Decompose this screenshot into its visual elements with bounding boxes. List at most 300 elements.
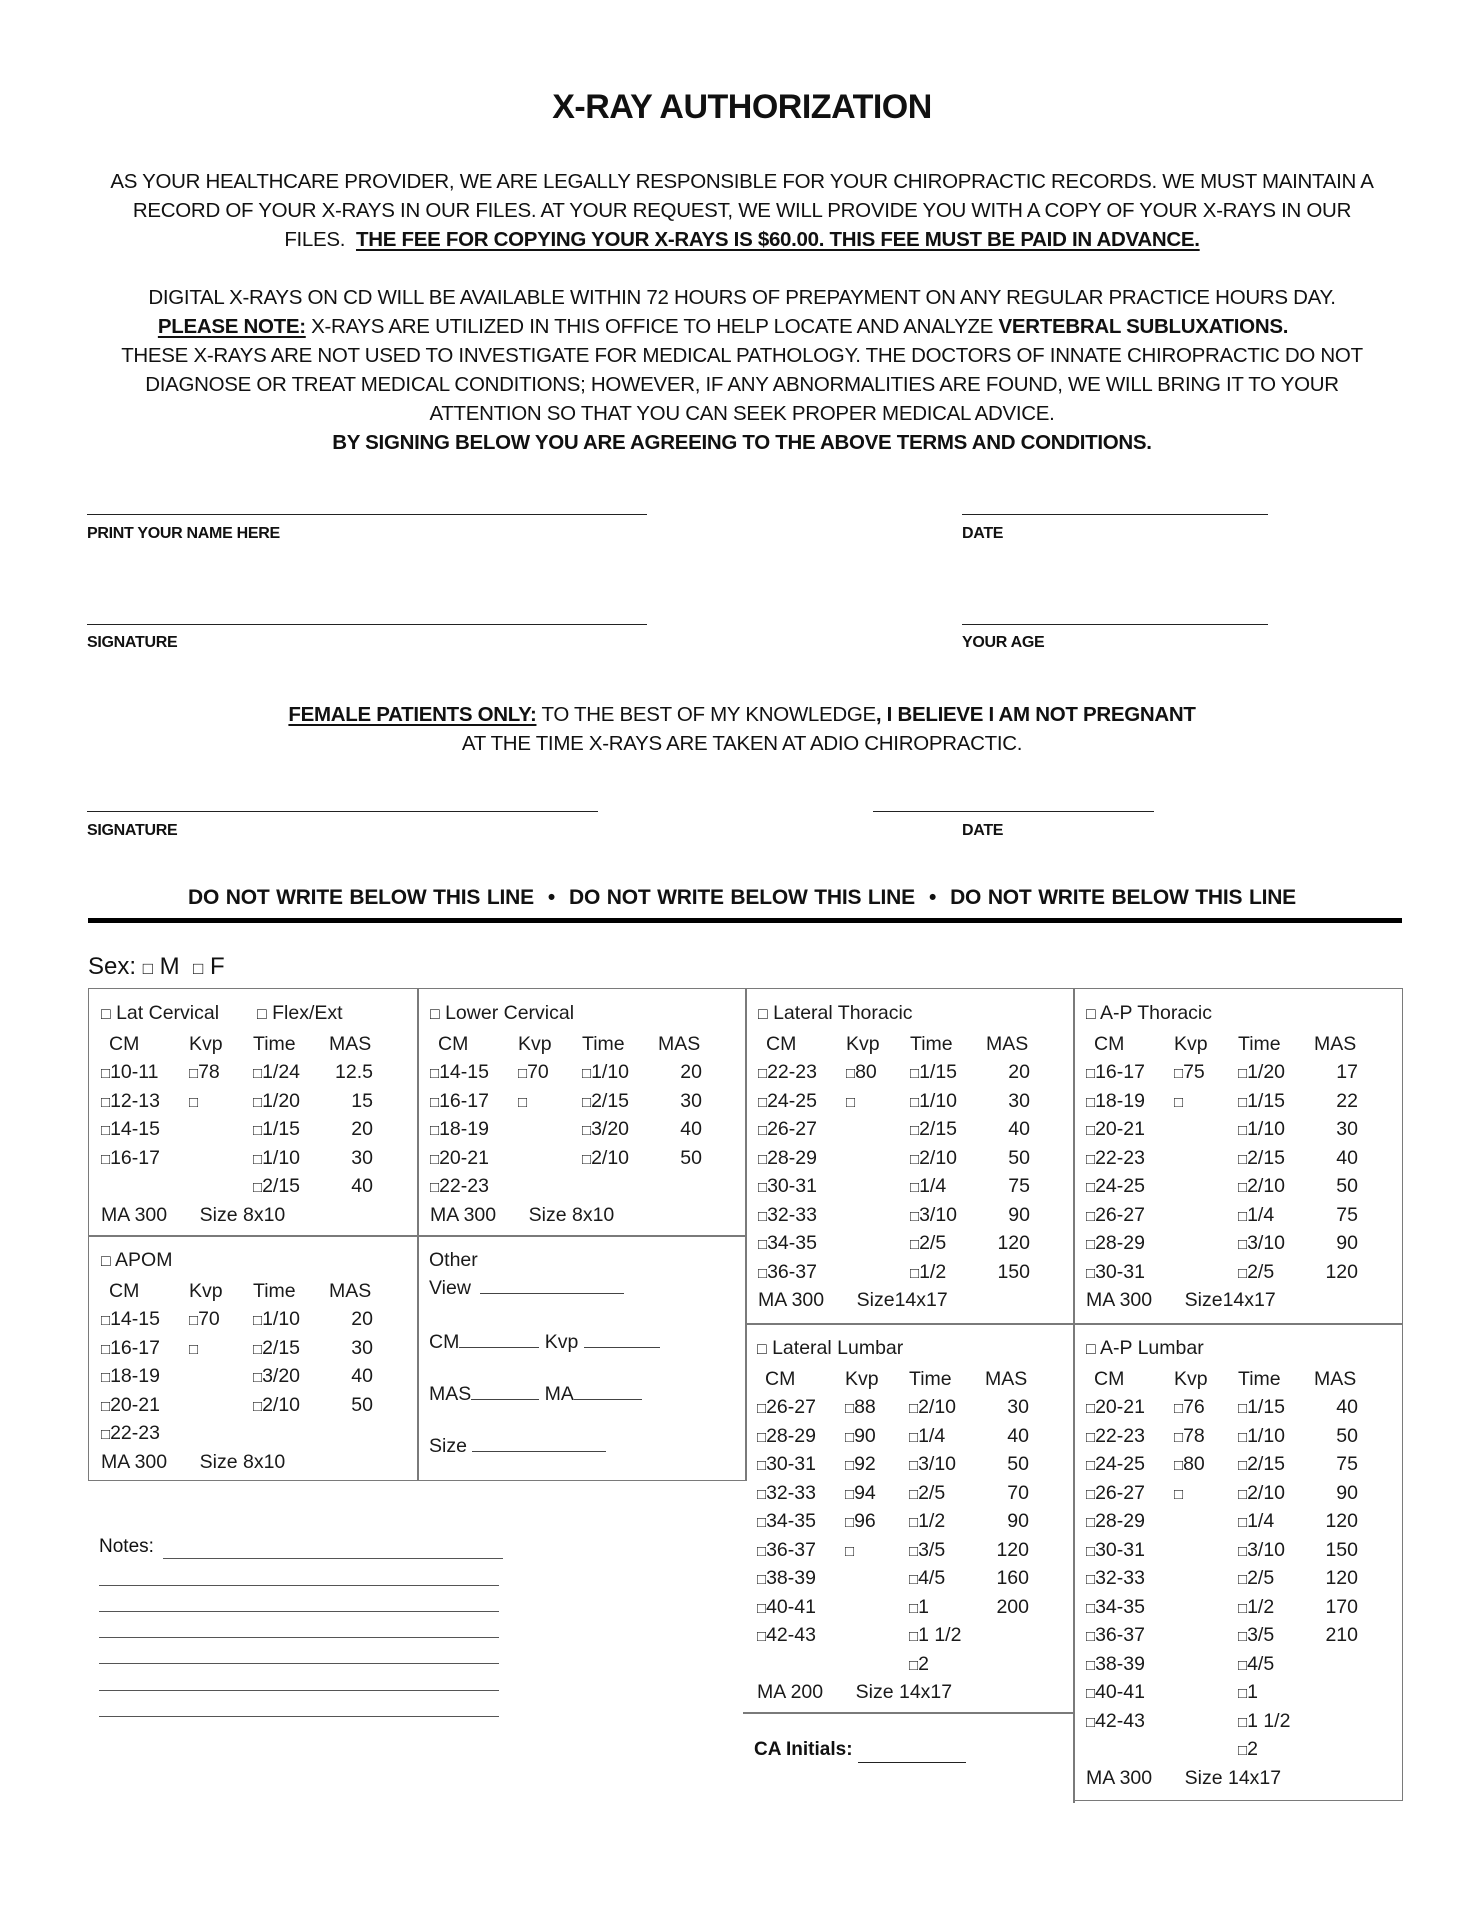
cm-option[interactable]: □38-39 [757, 1567, 816, 1589]
kvp-option[interactable] [518, 1087, 582, 1116]
checkbox-icon[interactable]: □ [909, 1628, 919, 1645]
cm-option[interactable]: □34-35 [1086, 1595, 1145, 1618]
kvp-option[interactable] [846, 1229, 910, 1258]
checkbox-icon[interactable]: □ [846, 1093, 856, 1111]
time-option[interactable]: □4/5 [1238, 1652, 1275, 1675]
notes-line[interactable] [99, 1690, 499, 1691]
checkbox-icon[interactable]: □ [1238, 1207, 1248, 1225]
cm-option[interactable]: □16-17 [430, 1089, 489, 1112]
time-option[interactable]: □1 1/2 [1238, 1709, 1291, 1732]
kvp-option[interactable]: □70 [518, 1061, 549, 1083]
time-option[interactable]: □1/24 [253, 1061, 301, 1083]
checkbox-icon[interactable]: □ [1238, 1485, 1248, 1503]
checkbox-icon[interactable]: □ [253, 1397, 263, 1415]
checkbox-icon[interactable]: □ [1238, 1065, 1248, 1082]
cm-option[interactable]: □32-33 [1086, 1567, 1145, 1589]
checkbox-icon[interactable]: □ [845, 1542, 855, 1560]
time-option[interactable]: □3/20 [582, 1118, 630, 1140]
kvp-option[interactable] [846, 1087, 910, 1116]
kvp-option[interactable]: □90 [845, 1424, 876, 1447]
kvp-option[interactable] [846, 1115, 910, 1144]
checkbox-icon[interactable]: □ [1238, 1264, 1248, 1282]
checkbox-icon[interactable]: □ [1238, 1150, 1248, 1168]
checkbox-icon[interactable]: □ [189, 1312, 199, 1329]
time-option[interactable]: □3/10 [1238, 1538, 1286, 1561]
checkbox-icon[interactable]: □ [1086, 1400, 1096, 1417]
checkbox-icon[interactable]: □ [910, 1122, 920, 1139]
kvp-option[interactable] [1174, 1707, 1238, 1736]
cm-option[interactable]: □24-25 [1086, 1453, 1145, 1475]
checkbox-icon[interactable]: □ [1086, 1264, 1096, 1282]
panel-title[interactable]: □ A-P Lumbar [1086, 1337, 1204, 1359]
checkbox-icon[interactable]: □ [845, 1400, 855, 1417]
checkbox-icon[interactable]: □ [757, 1457, 767, 1474]
checkbox-icon[interactable]: □ [1238, 1628, 1248, 1645]
checkbox-icon[interactable]: □ [757, 1628, 767, 1645]
sex-option-m[interactable] [143, 953, 180, 980]
checkbox-icon[interactable]: □ [430, 1122, 440, 1139]
time-option[interactable]: □1/10 [582, 1061, 630, 1083]
checkbox-icon[interactable]: □ [101, 1006, 111, 1023]
kvp-option[interactable] [1174, 1536, 1238, 1565]
cm-option[interactable]: □28-29 [1086, 1232, 1145, 1254]
checkbox-icon[interactable]: □ [1086, 1093, 1096, 1111]
kvp-option[interactable] [189, 1391, 253, 1420]
cm-option[interactable]: □30-31 [757, 1453, 816, 1475]
date-field[interactable] [962, 514, 1268, 515]
cm-option[interactable]: □20-21 [1086, 1396, 1145, 1418]
checkbox-icon[interactable]: □ [909, 1514, 919, 1531]
kvp-option[interactable] [1174, 1621, 1238, 1650]
cm-option[interactable]: □22-23 [1086, 1146, 1145, 1169]
time-option[interactable]: □1/2 [910, 1260, 947, 1283]
time-option[interactable]: □3/10 [1238, 1232, 1286, 1254]
checkbox-icon[interactable]: □ [101, 1253, 111, 1270]
cm-option[interactable]: □26-27 [1086, 1481, 1145, 1504]
kvp-option[interactable] [1174, 1201, 1238, 1230]
checkbox-icon[interactable]: □ [910, 1065, 920, 1082]
cm-option[interactable]: □14-15 [101, 1118, 160, 1140]
checkbox-icon[interactable]: □ [910, 1236, 920, 1253]
checkbox-icon[interactable]: □ [1238, 1599, 1248, 1617]
checkbox-icon[interactable]: □ [582, 1065, 592, 1082]
kvp-option[interactable] [1174, 1564, 1238, 1593]
checkbox-icon[interactable]: □ [101, 1150, 111, 1168]
checkbox-icon[interactable]: □ [909, 1656, 919, 1674]
checkbox-icon[interactable]: □ [757, 1485, 767, 1503]
time-option[interactable]: □2/10 [1238, 1481, 1286, 1504]
checkbox-icon[interactable]: □ [758, 1093, 768, 1111]
time-option[interactable]: □2/15 [253, 1175, 301, 1197]
checkbox-icon[interactable]: □ [1238, 1656, 1248, 1674]
kvp-option[interactable]: □80 [1174, 1453, 1205, 1475]
time-option[interactable]: □3/10 [910, 1203, 958, 1226]
time-option[interactable]: □2/10 [582, 1146, 630, 1169]
checkbox-icon[interactable]: □ [1174, 1093, 1184, 1111]
kvp-option[interactable] [845, 1564, 909, 1593]
cm-option[interactable]: □36-37 [758, 1260, 817, 1283]
checkbox-icon[interactable]: □ [253, 1340, 263, 1358]
time-option[interactable]: □2/10 [909, 1396, 957, 1418]
checkbox-icon[interactable]: □ [758, 1264, 768, 1282]
cm-option[interactable]: □16-17 [1086, 1061, 1145, 1083]
cm-option[interactable]: □30-31 [1086, 1538, 1145, 1561]
cm-option[interactable]: □20-21 [101, 1393, 160, 1416]
time-option[interactable]: □1/2 [1238, 1595, 1275, 1618]
checkbox-icon[interactable]: □ [101, 1122, 111, 1139]
cm-option[interactable]: □26-27 [757, 1396, 816, 1418]
checkbox-icon[interactable]: □ [758, 1122, 768, 1139]
checkbox-icon[interactable]: □ [430, 1179, 440, 1196]
checkbox-icon[interactable]: □ [430, 1065, 440, 1082]
cm-option[interactable]: □12-13 [101, 1089, 160, 1112]
checkbox-icon[interactable]: □ [757, 1514, 767, 1531]
kvp-option[interactable] [1174, 1479, 1238, 1508]
kvp-option[interactable] [1174, 1087, 1238, 1116]
checkbox-icon[interactable]: □ [910, 1264, 920, 1282]
checkbox-icon[interactable]: □ [1086, 1713, 1096, 1731]
kvp-option[interactable] [518, 1115, 582, 1144]
kvp-option[interactable] [189, 1334, 253, 1363]
checkbox-icon[interactable]: □ [845, 1514, 855, 1531]
checkbox-icon[interactable]: □ [910, 1093, 920, 1111]
time-option[interactable] [582, 1172, 658, 1201]
cm-option[interactable]: □18-19 [101, 1365, 160, 1387]
time-option[interactable]: □1/4 [1238, 1203, 1275, 1226]
checkbox-icon[interactable]: □ [1086, 1179, 1096, 1196]
cm-option[interactable]: □36-37 [1086, 1624, 1145, 1646]
checkbox-icon[interactable]: □ [910, 1179, 920, 1196]
checkbox-icon[interactable]: □ [909, 1428, 919, 1446]
checkbox-icon[interactable]: □ [1238, 1457, 1248, 1474]
notes-line[interactable] [99, 1716, 499, 1717]
checkbox-icon[interactable]: □ [845, 1457, 855, 1474]
cm-option[interactable]: □30-31 [1086, 1260, 1145, 1283]
kvp-option[interactable] [1174, 1229, 1238, 1258]
kvp-option[interactable]: □92 [845, 1453, 876, 1475]
checkbox-icon[interactable]: □ [189, 1093, 199, 1111]
cm-option[interactable]: □20-21 [1086, 1118, 1145, 1140]
checkbox-icon[interactable]: □ [101, 1426, 111, 1443]
checkbox-icon[interactable]: □ [909, 1542, 919, 1560]
checkbox-icon[interactable]: □ [909, 1571, 919, 1588]
female-date-field[interactable] [873, 811, 1154, 812]
cm-option[interactable]: □16-17 [101, 1336, 160, 1359]
time-option[interactable]: □2/5 [910, 1232, 947, 1254]
time-option[interactable]: □2/10 [1238, 1175, 1286, 1197]
kvp-option[interactable]: □70 [189, 1308, 220, 1330]
kvp-option[interactable]: □75 [1174, 1061, 1205, 1083]
panel-title[interactable]: □ APOM [101, 1249, 173, 1271]
kvp-option[interactable] [846, 1144, 910, 1173]
ca-initials-field[interactable] [858, 1762, 966, 1763]
checkbox-icon[interactable]: □ [253, 1093, 263, 1111]
other-size-field[interactable]: Size [429, 1432, 746, 1461]
cm-option[interactable] [101, 1172, 189, 1201]
cm-option[interactable]: □34-35 [758, 1232, 817, 1254]
checkbox-icon[interactable]: □ [253, 1150, 263, 1168]
kvp-option[interactable] [189, 1144, 253, 1173]
checkbox-icon[interactable]: □ [582, 1150, 592, 1168]
time-option[interactable]: □2/5 [1238, 1260, 1275, 1283]
time-option[interactable]: □1/10 [1238, 1424, 1286, 1447]
kvp-option[interactable]: □80 [846, 1061, 877, 1083]
notes-line[interactable] [99, 1585, 499, 1586]
notes-line[interactable] [99, 1637, 499, 1638]
time-option[interactable]: □1/20 [253, 1089, 301, 1112]
time-option[interactable]: □1 1/2 [909, 1624, 962, 1646]
cm-option[interactable]: □32-33 [757, 1481, 816, 1504]
cm-option[interactable]: □22-23 [101, 1422, 160, 1444]
time-option[interactable]: □1/15 [910, 1061, 958, 1083]
checkbox-icon[interactable]: □ [1238, 1093, 1248, 1111]
signature-field[interactable] [87, 624, 647, 625]
cm-option[interactable]: □40-41 [1086, 1681, 1145, 1703]
cm-option[interactable]: □24-25 [1086, 1175, 1145, 1197]
checkbox-icon[interactable]: □ [758, 1179, 768, 1196]
checkbox-icon[interactable]: □ [430, 1150, 440, 1168]
kvp-option[interactable] [846, 1258, 910, 1287]
checkbox-icon[interactable]: □ [909, 1485, 919, 1503]
kvp-option[interactable] [1174, 1172, 1238, 1201]
time-option[interactable]: □1/15 [1238, 1089, 1286, 1112]
checkbox-icon[interactable]: □ [757, 1571, 767, 1588]
kvp-option[interactable]: □78 [189, 1061, 220, 1083]
notes-line[interactable] [99, 1611, 499, 1612]
checkbox-icon[interactable]: □ [518, 1093, 528, 1111]
cm-option[interactable]: □36-37 [757, 1538, 816, 1561]
checkbox-icon[interactable]: □ [253, 1122, 263, 1139]
checkbox-icon[interactable]: □ [1238, 1179, 1248, 1196]
checkbox-icon[interactable]: □ [845, 1485, 855, 1503]
cm-option[interactable]: □42-43 [1086, 1709, 1145, 1732]
cm-option[interactable]: □40-41 [757, 1595, 816, 1618]
time-option[interactable]: □2 [1238, 1738, 1258, 1760]
checkbox-icon[interactable]: □ [253, 1065, 263, 1082]
time-option[interactable] [253, 1419, 329, 1448]
checkbox-icon[interactable]: □ [189, 1340, 199, 1358]
kvp-option[interactable] [189, 1419, 253, 1448]
checkbox-icon[interactable]: □ [910, 1150, 920, 1168]
checkbox-icon[interactable]: □ [1238, 1713, 1248, 1731]
panel-title[interactable]: □ Lateral Thoracic [758, 1002, 913, 1024]
checkbox-icon[interactable]: □ [101, 1065, 111, 1082]
kvp-option[interactable] [845, 1621, 909, 1650]
checkbox-icon[interactable]: □ [101, 1093, 111, 1111]
print-name-field[interactable] [87, 514, 647, 515]
time-option[interactable]: □2/10 [910, 1146, 958, 1169]
kvp-option[interactable] [1174, 1507, 1238, 1536]
notes-line[interactable] [163, 1558, 503, 1559]
kvp-option[interactable]: □88 [845, 1396, 876, 1418]
time-option[interactable]: □1/10 [1238, 1118, 1286, 1140]
checkbox-icon[interactable]: □ [1238, 1571, 1248, 1588]
kvp-option[interactable] [1174, 1115, 1238, 1144]
kvp-option[interactable] [1174, 1144, 1238, 1173]
kvp-option[interactable] [518, 1144, 582, 1173]
checkbox-icon[interactable]: □ [1086, 1236, 1096, 1253]
checkbox-icon[interactable]: □ [1086, 1599, 1096, 1617]
checkbox-icon[interactable]: □ [758, 1207, 768, 1225]
checkbox-icon[interactable]: □ [1238, 1428, 1248, 1446]
checkbox-icon[interactable]: □ [430, 1093, 440, 1111]
checkbox-icon[interactable]: □ [1086, 1457, 1096, 1474]
other-cm-kvp-fields[interactable]: CM Kvp [429, 1328, 746, 1380]
time-option[interactable]: □2/10 [253, 1393, 301, 1416]
checkbox-icon[interactable]: □ [1086, 1341, 1096, 1358]
cm-option[interactable]: □28-29 [757, 1424, 816, 1447]
time-option[interactable]: □1/4 [910, 1175, 947, 1197]
kvp-option[interactable]: □94 [845, 1481, 876, 1504]
time-option[interactable]: □1/4 [1238, 1510, 1275, 1532]
age-field[interactable] [962, 624, 1268, 625]
cm-option[interactable]: □32-33 [758, 1203, 817, 1226]
cm-option[interactable] [757, 1650, 845, 1679]
checkbox-icon[interactable]: □ [757, 1400, 767, 1417]
checkbox-icon[interactable]: □ [1238, 1400, 1248, 1417]
checkbox-icon[interactable]: □ [757, 1428, 767, 1446]
checkbox-icon[interactable]: □ [1174, 1485, 1184, 1503]
cm-option[interactable]: □22-23 [1086, 1424, 1145, 1447]
checkbox-icon[interactable]: □ [101, 1397, 111, 1415]
checkbox-icon[interactable]: □ [1238, 1236, 1248, 1253]
checkbox-icon[interactable]: □ [909, 1400, 919, 1417]
kvp-option[interactable]: □76 [1174, 1396, 1205, 1418]
kvp-option[interactable] [518, 1172, 582, 1201]
checkbox-icon[interactable]: □ [758, 1065, 768, 1082]
cm-option[interactable]: □24-25 [758, 1089, 817, 1112]
cm-option[interactable]: □38-39 [1086, 1652, 1145, 1675]
cm-option[interactable]: □34-35 [757, 1510, 816, 1532]
checkbox-icon[interactable]: □ [1086, 1065, 1096, 1082]
kvp-option[interactable] [1174, 1735, 1238, 1764]
time-option[interactable]: □1/15 [253, 1118, 301, 1140]
checkbox-icon[interactable]: □ [253, 1312, 263, 1329]
cm-option[interactable]: □22-23 [758, 1061, 817, 1083]
checkbox-icon[interactable]: □ [582, 1093, 592, 1111]
checkbox-icon[interactable]: □ [518, 1065, 528, 1082]
time-option[interactable]: □2/5 [909, 1481, 946, 1504]
time-option[interactable]: □2/15 [582, 1089, 630, 1112]
kvp-option[interactable]: □78 [1174, 1424, 1205, 1447]
checkbox-icon[interactable]: □ [1086, 1207, 1096, 1225]
checkbox-icon[interactable]: □ [845, 1428, 855, 1446]
cm-option[interactable]: □22-23 [430, 1175, 489, 1197]
cm-option[interactable]: □16-17 [101, 1146, 160, 1169]
checkbox-icon[interactable]: □ [1086, 1628, 1096, 1645]
time-option[interactable]: □3/5 [909, 1538, 946, 1561]
kvp-option[interactable] [189, 1087, 253, 1116]
time-option[interactable]: □2/15 [1238, 1146, 1286, 1169]
checkbox-icon[interactable]: □ [101, 1369, 111, 1386]
checkbox-icon[interactable]: □ [909, 1457, 919, 1474]
checkbox-icon[interactable]: □ [846, 1065, 856, 1082]
checkbox-icon[interactable]: □ [430, 1006, 440, 1023]
time-option[interactable]: □3/5 [1238, 1624, 1275, 1646]
checkbox-icon[interactable]: □ [757, 1542, 767, 1560]
kvp-option[interactable] [846, 1172, 910, 1201]
cm-option[interactable]: □26-27 [1086, 1203, 1145, 1226]
time-option[interactable]: □4/5 [909, 1567, 946, 1589]
checkbox-icon[interactable]: □ [1086, 1122, 1096, 1139]
cm-option[interactable]: □28-29 [1086, 1510, 1145, 1532]
checkbox-icon[interactable]: □ [1086, 1428, 1096, 1446]
checkbox-icon[interactable]: □ [582, 1122, 592, 1139]
checkbox-icon[interactable]: □ [758, 1236, 768, 1253]
kvp-option[interactable] [189, 1362, 253, 1391]
time-option[interactable]: □1/2 [909, 1510, 946, 1532]
panel-title[interactable]: □ Lateral Lumbar [757, 1337, 904, 1359]
kvp-option[interactable]: □96 [845, 1510, 876, 1532]
panel-title[interactable]: □ Lat Cervical □ Flex/Ext [101, 1002, 343, 1024]
checkbox-icon[interactable]: □ [910, 1207, 920, 1225]
checkbox-icon[interactable]: □ [1086, 1006, 1096, 1023]
checkbox-icon[interactable]: □ [142, 959, 153, 978]
cm-option[interactable]: □20-21 [430, 1146, 489, 1169]
checkbox-icon[interactable]: □ [758, 1150, 768, 1168]
checkbox-icon[interactable]: □ [1086, 1150, 1096, 1168]
checkbox-icon[interactable]: □ [101, 1312, 111, 1329]
cm-option[interactable]: □42-43 [757, 1624, 816, 1646]
time-option[interactable]: □2/15 [253, 1336, 301, 1359]
kvp-option[interactable] [189, 1172, 253, 1201]
checkbox-icon[interactable]: □ [758, 1006, 768, 1023]
cm-option[interactable]: □26-27 [758, 1118, 817, 1140]
cm-option[interactable]: □10-11 [101, 1061, 159, 1083]
kvp-option[interactable] [1174, 1678, 1238, 1707]
checkbox-icon[interactable]: □ [1086, 1685, 1096, 1702]
female-signature-field[interactable] [87, 811, 598, 812]
checkbox-icon[interactable]: □ [909, 1599, 919, 1617]
checkbox-icon[interactable]: □ [253, 1179, 263, 1196]
checkbox-icon[interactable]: □ [189, 1065, 199, 1082]
kvp-option[interactable] [846, 1201, 910, 1230]
cm-option[interactable] [1086, 1735, 1174, 1764]
time-option[interactable]: □2/15 [1238, 1453, 1286, 1475]
time-option[interactable]: □1/10 [253, 1308, 301, 1330]
checkbox-icon[interactable]: □ [1174, 1400, 1184, 1417]
checkbox-icon[interactable]: □ [757, 1341, 767, 1358]
checkbox-icon[interactable]: □ [1174, 1065, 1184, 1082]
checkbox-icon[interactable]: □ [1174, 1428, 1184, 1446]
time-option[interactable]: □2 [909, 1652, 929, 1675]
checkbox-icon[interactable]: □ [101, 1340, 111, 1358]
cm-option[interactable]: □14-15 [430, 1061, 489, 1083]
time-option[interactable]: □1/15 [1238, 1396, 1286, 1418]
other-view-field[interactable]: View [429, 1274, 746, 1328]
time-option[interactable]: □1 [909, 1595, 929, 1618]
kvp-option[interactable] [845, 1593, 909, 1622]
time-option[interactable]: □3/20 [253, 1365, 301, 1387]
checkbox-icon[interactable]: □ [257, 1006, 267, 1023]
checkbox-icon[interactable]: □ [1238, 1514, 1248, 1531]
cm-option[interactable]: □18-19 [430, 1118, 489, 1140]
notes-line[interactable] [99, 1663, 499, 1664]
checkbox-icon[interactable]: □ [1174, 1457, 1184, 1474]
time-option[interactable]: □1/10 [910, 1089, 958, 1112]
time-option[interactable]: □2/5 [1238, 1567, 1275, 1589]
checkbox-icon[interactable]: □ [1238, 1542, 1248, 1560]
kvp-option[interactable] [1174, 1593, 1238, 1622]
checkbox-icon[interactable]: □ [193, 959, 204, 978]
checkbox-icon[interactable]: □ [1238, 1685, 1248, 1702]
time-option[interactable]: □3/10 [909, 1453, 957, 1475]
cm-option[interactable]: □30-31 [758, 1175, 817, 1197]
kvp-option[interactable] [1174, 1650, 1238, 1679]
cm-option[interactable]: □14-15 [101, 1308, 160, 1330]
time-option[interactable]: □1/4 [909, 1424, 946, 1447]
checkbox-icon[interactable]: □ [757, 1599, 767, 1617]
